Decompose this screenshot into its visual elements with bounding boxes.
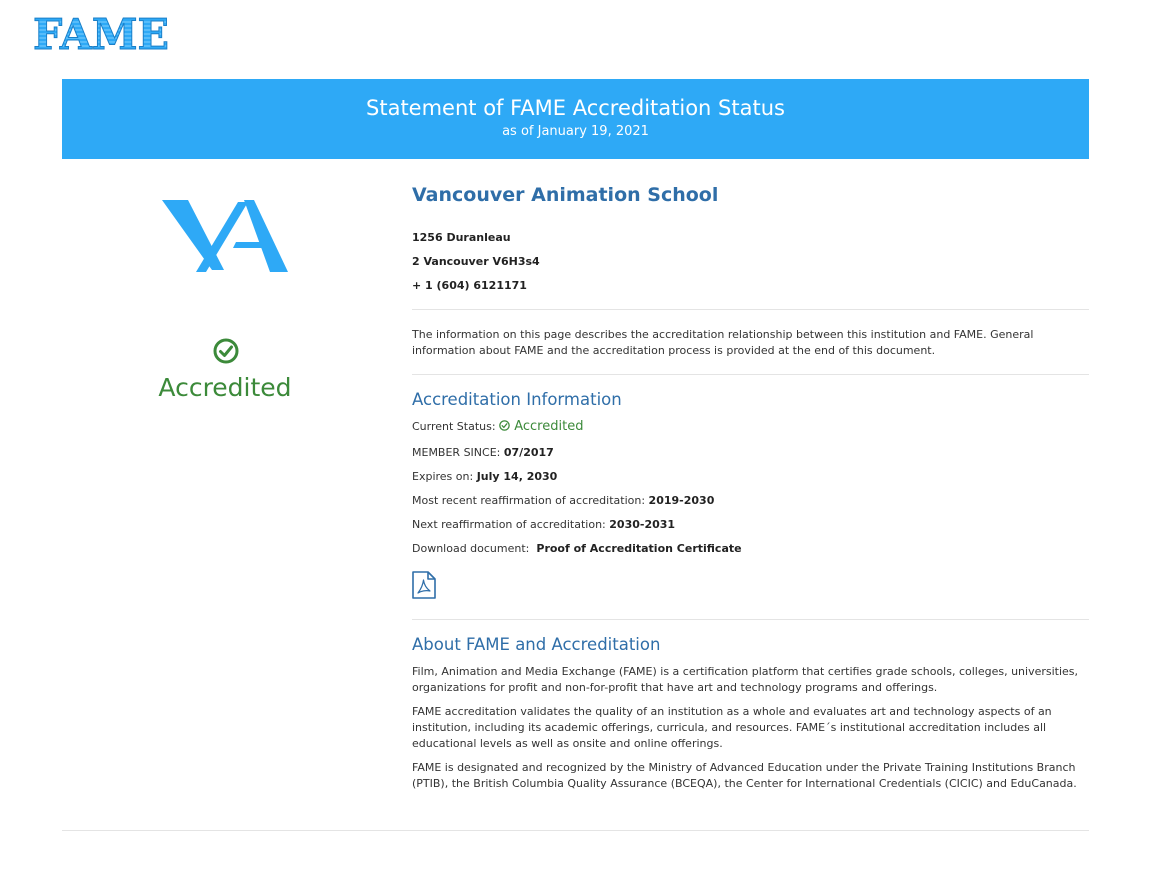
current-status-row [412, 419, 583, 435]
expires-row [412, 469, 557, 485]
next-reaffirmation-label: Next reaffirmation of accreditation: [412, 518, 606, 531]
divider [412, 309, 1089, 310]
intro-text: The information on this page describes the accreditation relationship between this institution and FAME. General information about FAME and the accreditation process is provided at the end of this document. [412, 328, 1034, 357]
phone-number: + 1 (604) 6121171 [412, 279, 527, 292]
about-paragraph-2: FAME accreditation validates the quality of an institution as a whole and evaluates art and technology aspects of an institution, including its academic offerings, curricula, and resources. FAME´s institutional accreditation includes all educational levels as well as onsite and online offerings. [412, 705, 1052, 750]
details-column [412, 180, 1089, 790]
about-paragraph-1: Film, Animation and Media Exchange (FAME) is a certification platform that certifies grade schools, colleges, universities, organizations for profit and non-for-profit that have art and technology programs and offerings. [412, 665, 1079, 694]
address-line-2: 2 Vancouver V6H3s4 [412, 255, 540, 268]
current-status-value: Accredited [514, 419, 584, 434]
divider [412, 619, 1089, 620]
banner-date: as of January 19, 2021 [502, 124, 649, 139]
member-since-row [412, 445, 554, 461]
recent-reaffirmation-label: Most recent reaffirmation of accreditation: [412, 494, 646, 507]
next-reaffirmation-value: 2030-2031 [609, 518, 676, 531]
institution-logo-text: VA [162, 196, 164, 197]
institution-logo [162, 196, 288, 278]
member-since-value: 07/2017 [503, 446, 554, 459]
status-label: Accredited [158, 373, 292, 402]
expires-value: July 14, 2030 [476, 470, 558, 483]
address-line-1: 1256 Duranleau [412, 231, 511, 244]
check-circle-icon [213, 338, 239, 368]
certificate-link[interactable]: Proof of Accreditation Certificate [536, 542, 742, 555]
banner-title: Statement of FAME Accreditation Status [366, 96, 785, 120]
download-label: Download document: [412, 542, 530, 555]
accreditation-section-title: Accreditation Information [412, 390, 622, 409]
download-row [412, 541, 742, 557]
footer-divider [62, 830, 1089, 831]
current-status-label: Current Status: [412, 420, 496, 433]
fame-logo[interactable] [31, 11, 173, 59]
about-paragraph-3: FAME is designated and recognized by the Ministry of Advanced Education under the Private Training Institutions Branch (PTIB), the British Columbia Quality Assurance (BCEQA), the Center for International Credentials (CICIC) and EduCanada. [412, 761, 1077, 790]
recent-reaffirmation-row [412, 493, 714, 509]
check-circle-icon [499, 419, 514, 434]
fame-logo-text: FAME [33, 11, 169, 55]
status-banner [62, 79, 1089, 159]
about-section-title: About FAME and Accreditation [412, 635, 661, 654]
expires-label: Expires on: [412, 470, 474, 483]
next-reaffirmation-row [412, 517, 675, 533]
member-since-label: MEMBER SINCE: [412, 446, 501, 459]
divider [412, 374, 1089, 375]
recent-reaffirmation-value: 2019-2030 [648, 494, 715, 507]
pdf-icon[interactable] [412, 571, 436, 603]
institution-name: Vancouver Animation School [412, 184, 719, 206]
